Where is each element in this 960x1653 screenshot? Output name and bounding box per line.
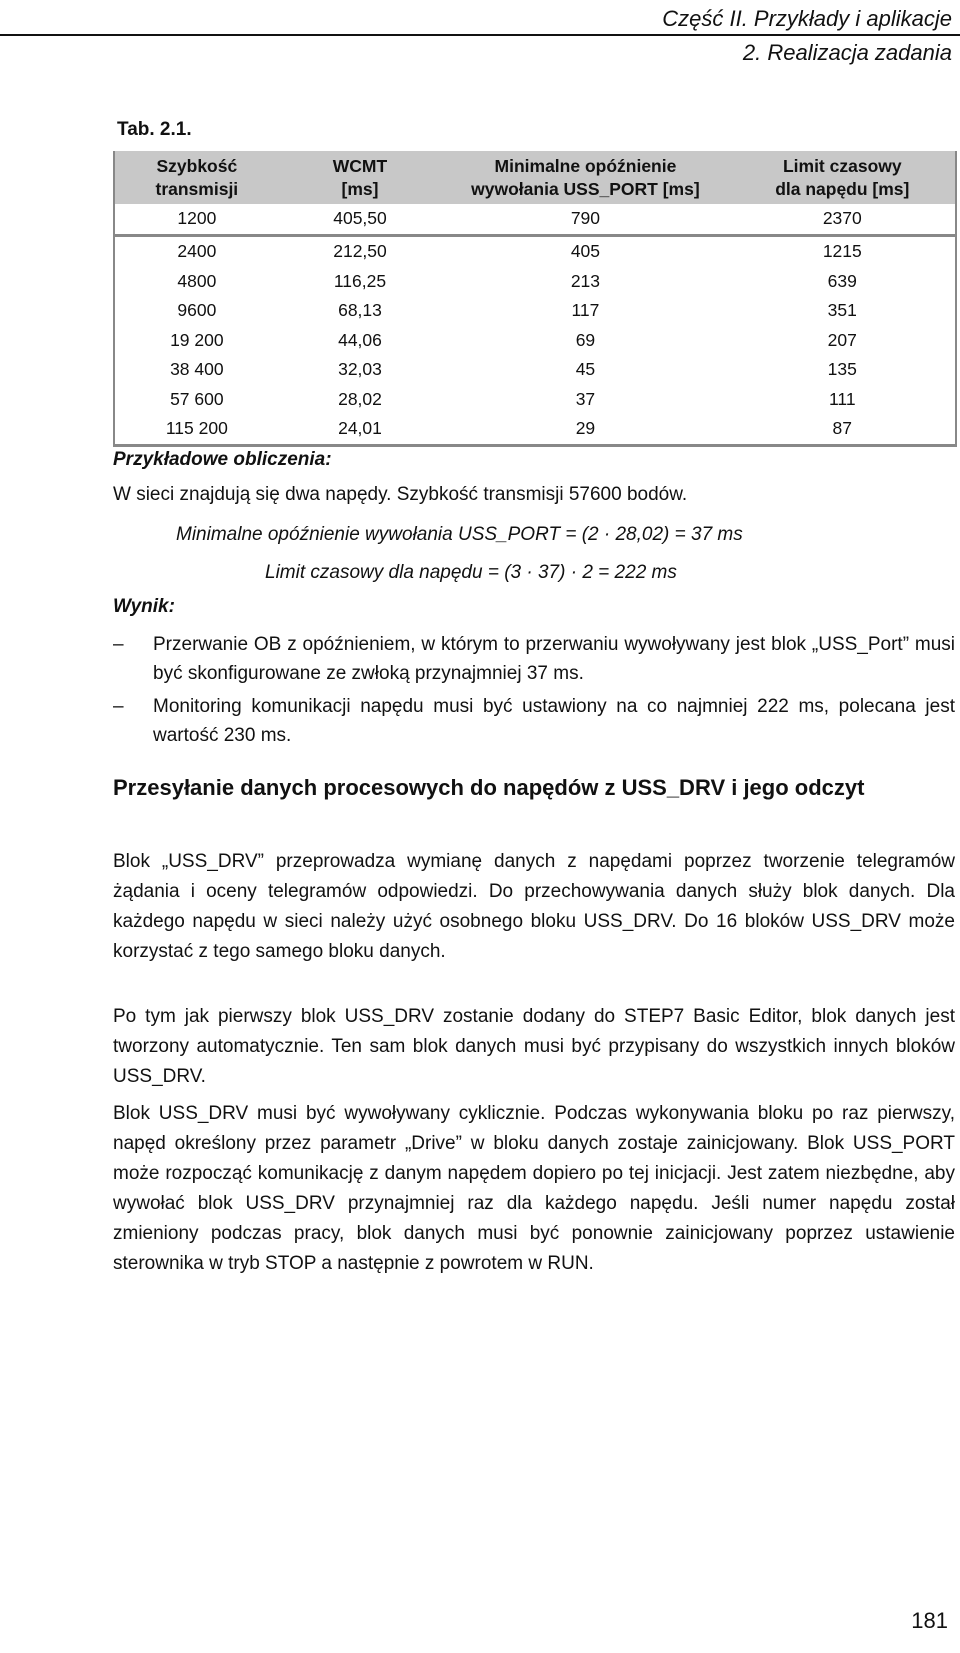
result-bullet [113, 630, 955, 688]
table-row [114, 204, 956, 236]
result-heading: Wynik: [113, 596, 175, 617]
bullet-text: Monitoring komunikacji napędu musi być ustawiony na co najmniej 222 ms, polecana jest wartość 230 ms. [153, 696, 955, 746]
table-cell: 639 [827, 270, 857, 291]
table-cell: 117 [571, 300, 600, 320]
table-cell: 28,02 [338, 388, 382, 409]
table-header-row [114, 151, 956, 204]
column-header-speed: Szybkość transmisji [114, 151, 279, 204]
table-row [114, 236, 956, 267]
table-cell: 68,13 [338, 300, 382, 320]
table-cell: 29 [441, 414, 729, 445]
table-cell: 115 200 [114, 414, 279, 445]
table-cell: 207 [827, 329, 857, 350]
paragraph: Po tym jak pierwszy blok USS_DRV zostanie dodany do STEP7 Basic Editor, blok danych jest tworzony automatycznie. Ten sam blok danych musi być przypisany do wszystkich innych bloków USS_DRV. [113, 1006, 955, 1087]
table-cell: 45 [575, 359, 596, 379]
table-cell: 116,25 [333, 270, 387, 291]
formula-min-delay: Minimalne opóźnienie wywołania USS_PORT = (2 · 28,02) = 37 ms [176, 524, 743, 545]
table-cell: 24,01 [279, 414, 442, 445]
table-cell: 351 [827, 300, 857, 320]
bullet-dash: – [113, 634, 124, 655]
table-cell: 1215 [730, 236, 956, 267]
table-cell: 2400 [114, 236, 279, 267]
table-row [114, 385, 956, 415]
example-intro: W sieci znajdują się dwa napędy. Szybkość transmisji 57600 bodów. [113, 484, 688, 505]
header-rule [0, 34, 960, 36]
table-cell: 57 600 [170, 388, 224, 409]
result-bullet [113, 692, 955, 750]
table-cell: 87 [730, 414, 956, 445]
table-cell: 38 400 [170, 359, 224, 379]
example-heading: Przykładowe obliczenia: [113, 449, 332, 470]
table-cell: 9600 [177, 300, 217, 320]
column-header-wcmt: WCMT [ms] [279, 151, 442, 204]
paragraph: Blok USS_DRV musi być wywoływany cyklicznie. Podczas wykonywania bloku po raz pierwszy, napęd określony przez parametr „Drive” w bloku danych zostaje zainicjowany. Blok USS_PORT może rozpocząć komunikację z danym napędem dopiero po tej inicjacji. Jest zatem niezbędne, aby wywołać blok USS_DRV przynajmniej raz dla każdego napędu. Jeśli numer napędu został zmieniony podczas pracy, blok danych musi być ponownie zainicjowany poprzez ustawienie sterownika w tryb STOP a następnie z powrotem w RUN. [113, 1103, 955, 1274]
running-header [352, 2, 952, 70]
table-cell: 69 [575, 329, 596, 350]
table-row [114, 296, 956, 326]
page-number: 181 [911, 1608, 948, 1633]
table-label: Tab. 2.1. [117, 119, 192, 140]
table-cell: 37 [575, 388, 596, 409]
timing-table [113, 151, 957, 447]
table-cell: 213 [570, 270, 601, 291]
section-title: Przesyłanie danych procesowych do napędów z USS_DRV i jego odczyt [113, 775, 865, 800]
table-cell: 4800 [177, 270, 217, 291]
table-cell: 1200 [177, 208, 217, 229]
paragraph: Blok „USS_DRV” przeprowadza wymianę danych z napędami poprzez tworzenie telegramów żądania i oceny telegramów odpowiedzi. Do przechowywania danych służy blok danych. Dla każdego napędu w sieci należy użyć osobnego bloku USS_DRV. Do 16 bloków USS_DRV może korzystać z tego samego bloku danych. [113, 851, 955, 962]
bullet-text: Przerwanie OB z opóźnieniem, w którym to przerwaniu wywoływany jest blok „USS_Port” musi być skonfigurowane ze zwłoką przynajmniej 37 ms. [153, 634, 955, 684]
table-row [114, 326, 956, 356]
table-cell: 19 200 [170, 329, 224, 350]
table-cell: 111 [828, 388, 856, 409]
table-row [114, 355, 956, 385]
table-cell: 44,06 [338, 329, 382, 350]
table-cell: 212,50 [279, 236, 442, 267]
table-cell: 135 [827, 359, 857, 379]
header-chapter: 2. Realizacja zadania [742, 40, 952, 65]
column-header-timeout: Limit czasowy dla napędu [ms] [730, 151, 956, 204]
formula-timeout: Limit czasowy dla napędu = (3 · 37) · 2 = 222 ms [265, 562, 677, 583]
table-cell: 405,50 [333, 208, 387, 229]
table-cell: 32,03 [338, 359, 382, 379]
table-row [114, 414, 956, 445]
table-cell: 405 [441, 236, 729, 267]
table-row [114, 267, 956, 297]
table-cell: 790 [570, 208, 601, 229]
column-header-min-delay: Minimalne opóźnienie wywołania USS_PORT [ms] [441, 151, 729, 204]
bullet-dash: – [113, 696, 124, 717]
table-cell: 2370 [822, 208, 862, 229]
header-part: Część II. Przykłady i aplikacje [662, 6, 952, 31]
